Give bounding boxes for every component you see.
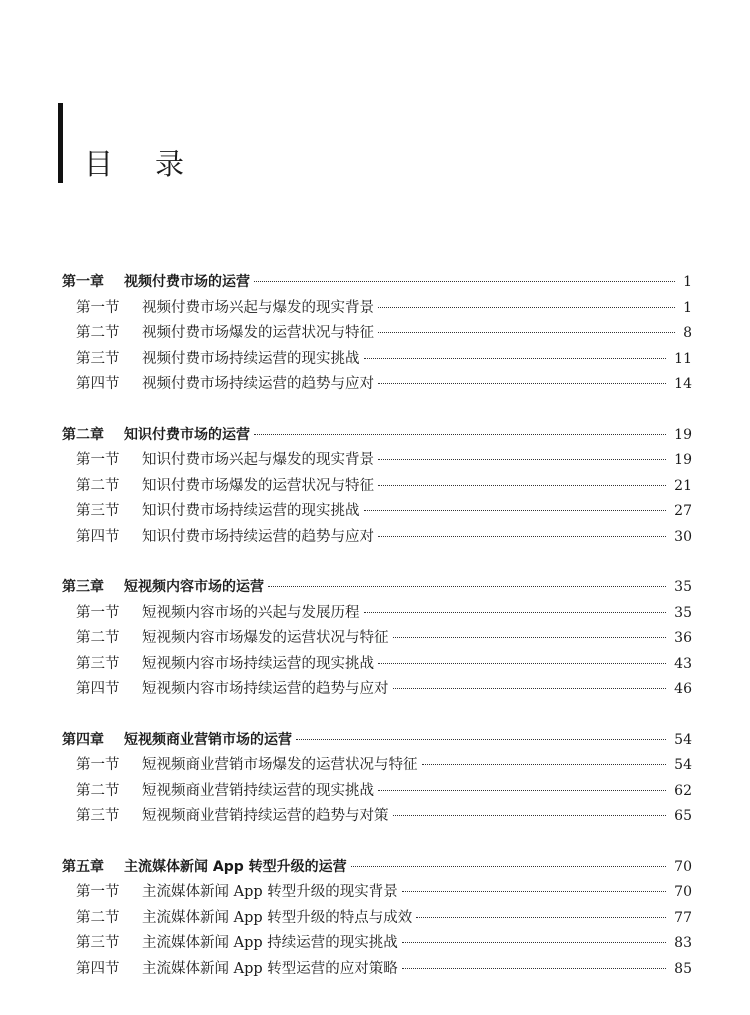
chapter-title: 知识付费市场的运营	[124, 426, 250, 443]
section-entry[interactable]	[62, 626, 692, 652]
chapter-block	[62, 270, 692, 398]
chapter-title: 短视频商业营销市场的运营	[124, 731, 292, 748]
section-page-number: 1	[683, 299, 692, 316]
section-label: 第四节	[76, 960, 120, 977]
section-title: 知识付费市场爆发的运营状况与特征	[142, 477, 374, 494]
section-label: 第二节	[76, 909, 120, 926]
section-page-number: 27	[674, 503, 692, 519]
section-entry[interactable]	[62, 499, 692, 525]
dot-leader	[378, 790, 666, 791]
chapter-title: 短视频内容市场的运营	[124, 579, 264, 595]
section-label: 第二节	[76, 477, 120, 494]
section-title: 短视频商业营销持续运营的现实挑战	[142, 782, 374, 799]
dot-leader	[402, 942, 666, 943]
section-title: 知识付费市场持续运营的现实挑战	[142, 503, 360, 519]
chapter-entry[interactable]	[62, 575, 692, 601]
dot-leader	[422, 764, 667, 765]
section-page-number: 11	[674, 350, 692, 367]
chapter-label: 第一章	[62, 274, 104, 290]
dot-leader	[378, 332, 675, 333]
section-entry[interactable]	[62, 347, 692, 373]
section-label: 第三节	[76, 935, 120, 951]
section-page-number: 8	[683, 325, 692, 341]
chapter-block	[62, 728, 692, 830]
chapter-label: 第五章	[62, 858, 104, 875]
section-page-number: 43	[674, 655, 692, 672]
chapter-label: 第二章	[62, 426, 104, 443]
section-label: 第一节	[76, 604, 120, 621]
chapter-entry[interactable]	[62, 423, 692, 449]
section-page-number: 35	[674, 604, 692, 621]
section-page-number: 65	[674, 808, 692, 824]
section-label: 第四节	[76, 528, 120, 545]
chapter-entry[interactable]	[62, 728, 692, 754]
chapter-entry[interactable]	[62, 855, 692, 881]
section-title: 视频付费市场爆发的运营状况与特征	[142, 325, 374, 341]
table-of-contents	[62, 270, 692, 1007]
section-entry[interactable]	[62, 880, 692, 906]
section-title: 主流媒体新闻 App 持续运营的现实挑战	[142, 935, 398, 951]
dot-leader	[296, 739, 666, 740]
section-page-number: 77	[674, 909, 692, 926]
section-label: 第一节	[76, 299, 120, 316]
section-entry[interactable]	[62, 753, 692, 779]
dot-leader	[378, 485, 666, 486]
dot-leader	[268, 586, 666, 587]
section-title: 主流媒体新闻 App 转型升级的现实背景	[142, 884, 398, 900]
chapter-title: 主流媒体新闻 App 转型升级的运营	[124, 858, 347, 875]
dot-leader	[393, 815, 667, 816]
section-title: 知识付费市场持续运营的趋势与应对	[142, 528, 374, 545]
dot-leader	[254, 281, 675, 282]
dot-leader	[378, 459, 666, 460]
section-entry[interactable]	[62, 321, 692, 347]
section-label: 第一节	[76, 452, 120, 468]
section-title: 短视频内容市场爆发的运营状况与特征	[142, 630, 389, 646]
section-title: 短视频内容市场持续运营的趋势与应对	[142, 681, 389, 697]
dot-leader	[364, 612, 667, 613]
section-page-number: 21	[674, 477, 692, 494]
page-title: 目录	[84, 147, 227, 181]
section-page-number: 54	[674, 757, 692, 773]
section-entry[interactable]	[62, 296, 692, 322]
section-entry[interactable]	[62, 677, 692, 703]
section-page-number: 30	[674, 528, 692, 545]
section-page-number: 83	[674, 935, 692, 951]
section-label: 第四节	[76, 376, 120, 392]
section-entry[interactable]	[62, 804, 692, 830]
section-title: 短视频内容市场持续运营的现实挑战	[142, 655, 374, 672]
section-entry[interactable]	[62, 474, 692, 500]
dot-leader	[351, 866, 667, 867]
chapter-label: 第三章	[62, 579, 104, 595]
section-title: 主流媒体新闻 App 转型运营的应对策略	[142, 960, 398, 977]
dot-leader	[378, 536, 666, 537]
section-entry[interactable]	[62, 652, 692, 678]
dot-leader	[378, 383, 666, 384]
section-title: 视频付费市场持续运营的趋势与应对	[142, 376, 374, 392]
section-label: 第三节	[76, 503, 120, 519]
chapter-page-number: 70	[674, 858, 692, 875]
section-label: 第三节	[76, 655, 120, 672]
chapter-page-number: 19	[674, 426, 692, 443]
section-entry[interactable]	[62, 448, 692, 474]
section-title: 知识付费市场兴起与爆发的现实背景	[142, 452, 374, 468]
section-title: 短视频商业营销市场爆发的运营状况与特征	[142, 757, 418, 773]
chapter-page-number: 54	[674, 731, 692, 748]
section-page-number: 14	[674, 376, 692, 392]
chapter-title: 视频付费市场的运营	[124, 274, 250, 290]
section-title: 短视频内容市场的兴起与发展历程	[142, 604, 360, 621]
chapter-label: 第四章	[62, 731, 104, 748]
section-entry[interactable]	[62, 957, 692, 983]
section-entry[interactable]	[62, 779, 692, 805]
section-entry[interactable]	[62, 906, 692, 932]
chapter-block	[62, 855, 692, 983]
section-label: 第三节	[76, 350, 120, 367]
section-title: 主流媒体新闻 App 转型升级的特点与成效	[142, 909, 413, 926]
section-title: 视频付费市场持续运营的现实挑战	[142, 350, 360, 367]
section-label: 第一节	[76, 757, 120, 773]
section-title: 视频付费市场兴起与爆发的现实背景	[142, 299, 374, 316]
section-page-number: 85	[674, 960, 692, 977]
section-label: 第四节	[76, 681, 120, 697]
dot-leader	[364, 358, 667, 359]
dot-leader	[402, 891, 666, 892]
section-entry[interactable]	[62, 931, 692, 957]
dot-leader	[378, 663, 666, 664]
section-page-number: 36	[674, 630, 692, 646]
dot-leader	[393, 688, 667, 689]
dot-leader	[416, 917, 666, 918]
section-entry[interactable]	[62, 525, 692, 551]
section-page-number: 62	[674, 782, 692, 799]
dot-leader	[254, 434, 666, 435]
title-accent-bar	[58, 103, 63, 183]
section-label: 第三节	[76, 808, 120, 824]
section-label: 第二节	[76, 325, 120, 341]
section-entry[interactable]	[62, 601, 692, 627]
chapter-block	[62, 575, 692, 703]
chapter-page-number: 1	[683, 274, 692, 290]
section-page-number: 19	[674, 452, 692, 468]
section-entry[interactable]	[62, 372, 692, 398]
chapter-entry[interactable]	[62, 270, 692, 296]
dot-leader	[393, 637, 667, 638]
section-page-number: 70	[674, 884, 692, 900]
dot-leader	[364, 510, 667, 511]
chapter-page-number: 35	[674, 579, 692, 595]
section-label: 第二节	[76, 782, 120, 799]
section-label: 第一节	[76, 884, 120, 900]
section-title: 短视频商业营销持续运营的趋势与对策	[142, 808, 389, 824]
section-label: 第二节	[76, 630, 120, 646]
dot-leader	[402, 968, 666, 969]
section-page-number: 46	[674, 681, 692, 697]
dot-leader	[378, 307, 675, 308]
chapter-block	[62, 423, 692, 551]
